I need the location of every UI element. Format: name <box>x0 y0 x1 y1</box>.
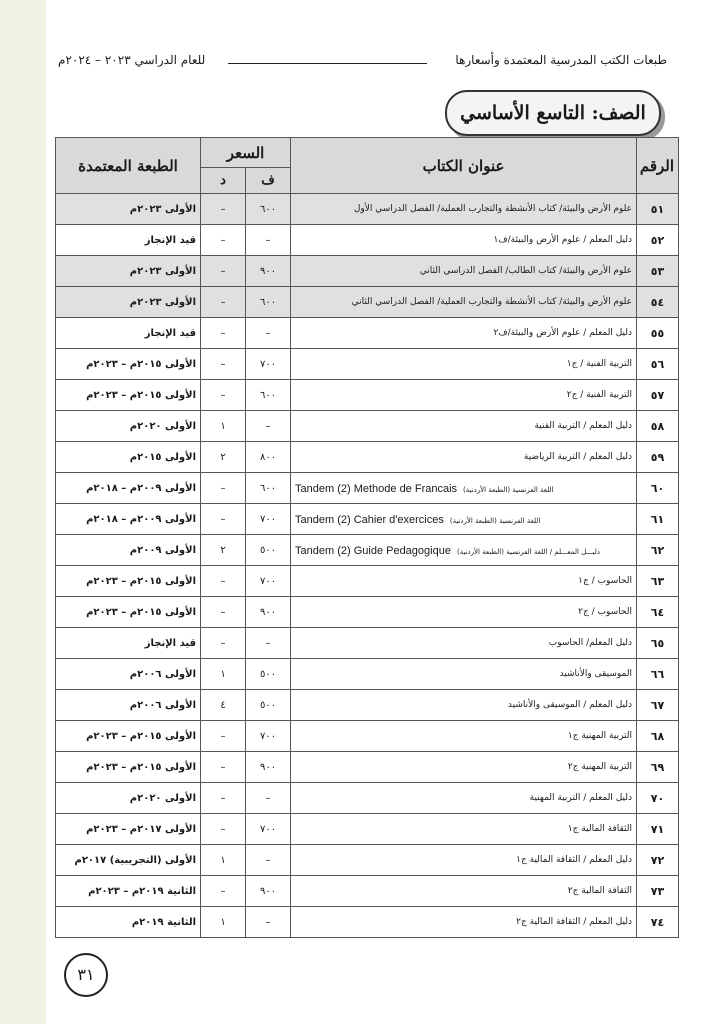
price-f: ٩٠٠ <box>246 256 291 287</box>
row-number: ٥٧ <box>637 380 679 411</box>
book-title: الثقافة المالية ج٢ <box>291 876 637 907</box>
header-year: للعام الدراسي ٢٠٢٣ – ٢٠٢٤م <box>58 53 206 67</box>
row-number: ٥٨ <box>637 411 679 442</box>
row-number: ٦٧ <box>637 690 679 721</box>
price-f: ٨٠٠ <box>246 442 291 473</box>
table-body <box>56 194 679 938</box>
book-title: دليل المعلم / التربية الفنية <box>291 411 637 442</box>
price-f: – <box>246 907 291 938</box>
price-f: ٥٠٠ <box>246 659 291 690</box>
price-f: ٩٠٠ <box>246 876 291 907</box>
price-f: ٥٠٠ <box>246 535 291 566</box>
table-row <box>56 752 679 783</box>
header-title: عنوان الكتاب <box>291 138 637 194</box>
row-number: ٦٦ <box>637 659 679 690</box>
price-f: – <box>246 783 291 814</box>
price-f: – <box>246 225 291 256</box>
table-row <box>56 256 679 287</box>
books-table <box>55 137 679 938</box>
header-edition: الطبعة المعتمدة <box>56 138 201 194</box>
row-number: ٧٠ <box>637 783 679 814</box>
table-row <box>56 442 679 473</box>
price-f: ٦٠٠ <box>246 380 291 411</box>
price-d: – <box>201 225 246 256</box>
row-number: ٥٤ <box>637 287 679 318</box>
book-title: دليل المعلم / التربية المهنية <box>291 783 637 814</box>
price-d: – <box>201 349 246 380</box>
header-price-d: د <box>201 168 246 194</box>
price-d: ١ <box>201 845 246 876</box>
price-f: ٧٠٠ <box>246 566 291 597</box>
book-title: الموسيقى والأناشيد <box>291 659 637 690</box>
header-price-f: ف <box>246 168 291 194</box>
row-number: ٥٢ <box>637 225 679 256</box>
approved-edition: الأولى ٢٠٠٩م – ٢٠١٨م <box>56 504 201 535</box>
price-d: – <box>201 256 246 287</box>
book-title: الحاسوب / ج٢ <box>291 597 637 628</box>
approved-edition: الأولى ٢٠١٥م – ٢٠٢٣م <box>56 721 201 752</box>
header-price: السعر <box>201 138 291 168</box>
table-row <box>56 504 679 535</box>
row-number: ٧١ <box>637 814 679 845</box>
price-d: – <box>201 380 246 411</box>
approved-edition: الأولى ٢٠٢٠م <box>56 783 201 814</box>
table-row <box>56 814 679 845</box>
price-d: ١ <box>201 659 246 690</box>
approved-edition: الأولى ٢٠١٥م – ٢٠٢٣م <box>56 349 201 380</box>
row-number: ٦٤ <box>637 597 679 628</box>
approved-edition: الأولى ٢٠٢٣م <box>56 287 201 318</box>
header-title: طبعات الكتب المدرسية المعتمدة وأسعارها <box>455 53 667 67</box>
price-f: ٦٠٠ <box>246 287 291 318</box>
row-number: ٧٣ <box>637 876 679 907</box>
row-number: ٧٤ <box>637 907 679 938</box>
book-title: التربية المهنية ج١ <box>291 721 637 752</box>
book-title: دليل المعلم/ الحاسوب <box>291 628 637 659</box>
table-row <box>56 659 679 690</box>
table-row <box>56 411 679 442</box>
approved-edition: قيد الإنجاز <box>56 628 201 659</box>
price-f: ٧٠٠ <box>246 349 291 380</box>
approved-edition: الأولى ٢٠١٥م – ٢٠٢٣م <box>56 380 201 411</box>
row-number: ٦٠ <box>637 473 679 504</box>
price-f: – <box>246 318 291 349</box>
approved-edition: الأولى ٢٠١٥م – ٢٠٢٣م <box>56 566 201 597</box>
price-d: – <box>201 504 246 535</box>
approved-edition: الأولى ٢٠١٥م <box>56 442 201 473</box>
row-number: ٦٥ <box>637 628 679 659</box>
table-row <box>56 535 679 566</box>
price-d: ١ <box>201 907 246 938</box>
price-d: – <box>201 566 246 597</box>
price-d: ٢ <box>201 535 246 566</box>
book-title-arabic: اللغة الفرنسية (الطبعة الأردنية) <box>449 516 541 525</box>
price-f: ٧٠٠ <box>246 721 291 752</box>
price-f: ٩٠٠ <box>246 597 291 628</box>
price-d: – <box>201 597 246 628</box>
price-d: ١ <box>201 411 246 442</box>
row-number: ٦٨ <box>637 721 679 752</box>
approved-edition: الأولى ٢٠٢٣م <box>56 194 201 225</box>
row-number: ٦١ <box>637 504 679 535</box>
price-d: – <box>201 721 246 752</box>
price-f: ٦٠٠ <box>246 194 291 225</box>
table-row <box>56 628 679 659</box>
approved-edition: الأولى (التجريبية) ٢٠١٧م <box>56 845 201 876</box>
approved-edition: الأولى ٢٠٠٩م <box>56 535 201 566</box>
table-row <box>56 225 679 256</box>
book-title <box>291 535 637 566</box>
approved-edition: الأولى ٢٠١٥م – ٢٠٢٣م <box>56 752 201 783</box>
price-f: – <box>246 628 291 659</box>
price-d: – <box>201 473 246 504</box>
table-row <box>56 349 679 380</box>
book-title: التربية الفنية / ج١ <box>291 349 637 380</box>
table-row <box>56 721 679 752</box>
price-f: ٧٠٠ <box>246 504 291 535</box>
table-row <box>56 566 679 597</box>
row-number: ٦٢ <box>637 535 679 566</box>
row-number: ٥٦ <box>637 349 679 380</box>
book-title-arabic: اللغة الفرنسية (الطبعة الأردنية) <box>463 485 554 494</box>
approved-edition: قيد الإنجاز <box>56 225 201 256</box>
approved-edition: الأولى ٢٠٠٦م <box>56 659 201 690</box>
table-row <box>56 318 679 349</box>
book-title: علوم الأرض والبيئة/ كتاب الطالب/ الفصل الدراسي الثاني <box>291 256 637 287</box>
price-d: – <box>201 783 246 814</box>
price-d: ٤ <box>201 690 246 721</box>
table-row <box>56 287 679 318</box>
book-title: الحاسوب / ج١ <box>291 566 637 597</box>
price-d: – <box>201 628 246 659</box>
page-margin-strip <box>0 0 46 1024</box>
book-title <box>291 473 637 504</box>
page-number: ٣١ <box>64 953 108 997</box>
book-title: دليل المعلم / الثقافة المالية ج٢ <box>291 907 637 938</box>
book-title: التربية المهنية ج٢ <box>291 752 637 783</box>
row-number: ٦٣ <box>637 566 679 597</box>
header-number: الرقم <box>637 138 679 194</box>
price-f: ٥٠٠ <box>246 690 291 721</box>
book-title-arabic: دليـــل المعـــلم / اللغة الفرنسية (الطبعة الأردنية) <box>456 547 600 556</box>
price-d: – <box>201 814 246 845</box>
table-row <box>56 783 679 814</box>
price-f: ٩٠٠ <box>246 752 291 783</box>
price-f: ٧٠٠ <box>246 814 291 845</box>
price-d: – <box>201 318 246 349</box>
book-title: دليل المعلم / الموسيقى والأناشيد <box>291 690 637 721</box>
book-title: دليل المعلم / الثقافة المالية ج١ <box>291 845 637 876</box>
approved-edition: الأولى ٢٠٢٠م <box>56 411 201 442</box>
book-title <box>291 504 637 535</box>
table-row <box>56 473 679 504</box>
approved-edition: الأولى ٢٠١٥م – ٢٠٢٣م <box>56 597 201 628</box>
header-rule <box>228 63 427 64</box>
price-f: – <box>246 411 291 442</box>
approved-edition: الأولى ٢٠٠٦م <box>56 690 201 721</box>
book-title: الثقافة المالية ج١ <box>291 814 637 845</box>
book-title: دليل المعلم / علوم الأرض والبيئة/ف١ <box>291 225 637 256</box>
table-row <box>56 690 679 721</box>
table-row <box>56 597 679 628</box>
approved-edition: الأولى ٢٠١٧م – ٢٠٢٣م <box>56 814 201 845</box>
table-row <box>56 194 679 225</box>
table-row <box>56 876 679 907</box>
approved-edition: الثانية ٢٠١٩م <box>56 907 201 938</box>
approved-edition: قيد الإنجاز <box>56 318 201 349</box>
book-title: علوم الأرض والبيئة/ كتاب الأنشطة والتجارب العملية/ الفصل الدراسي الأول <box>291 194 637 225</box>
book-title: علوم الأرض والبيئة/ كتاب الأنشطة والتجارب العملية/ الفصل الدراسي الثاني <box>291 287 637 318</box>
table-row <box>56 907 679 938</box>
table-row <box>56 380 679 411</box>
book-title-french: Tandem (2) Methode de Francais <box>295 482 458 495</box>
price-d: – <box>201 752 246 783</box>
approved-edition: الأولى ٢٠٠٩م – ٢٠١٨م <box>56 473 201 504</box>
book-title: دليل المعلم / التربية الرياضية <box>291 442 637 473</box>
running-header <box>58 50 667 70</box>
table-row <box>56 845 679 876</box>
row-number: ٧٢ <box>637 845 679 876</box>
grade-label: الصف: التاسع الأساسي <box>445 90 661 136</box>
book-title-french: Tandem (2) Guide Pedagogique <box>295 544 451 557</box>
row-number: ٦٩ <box>637 752 679 783</box>
book-title: دليل المعلم / علوم الأرض والبيئة/ف٢ <box>291 318 637 349</box>
price-f: ٦٠٠ <box>246 473 291 504</box>
row-number: ٥٣ <box>637 256 679 287</box>
price-d: – <box>201 876 246 907</box>
price-f: – <box>246 845 291 876</box>
approved-edition: الأولى ٢٠٢٣م <box>56 256 201 287</box>
row-number: ٥٩ <box>637 442 679 473</box>
approved-edition: الثانية ٢٠١٩م – ٢٠٢٣م <box>56 876 201 907</box>
book-title-french: Tandem (2) Cahier d'exercices <box>295 513 444 526</box>
row-number: ٥١ <box>637 194 679 225</box>
row-number: ٥٥ <box>637 318 679 349</box>
book-title: التربية الفنية / ج٢ <box>291 380 637 411</box>
price-d: ٢ <box>201 442 246 473</box>
price-d: – <box>201 287 246 318</box>
price-d: – <box>201 194 246 225</box>
